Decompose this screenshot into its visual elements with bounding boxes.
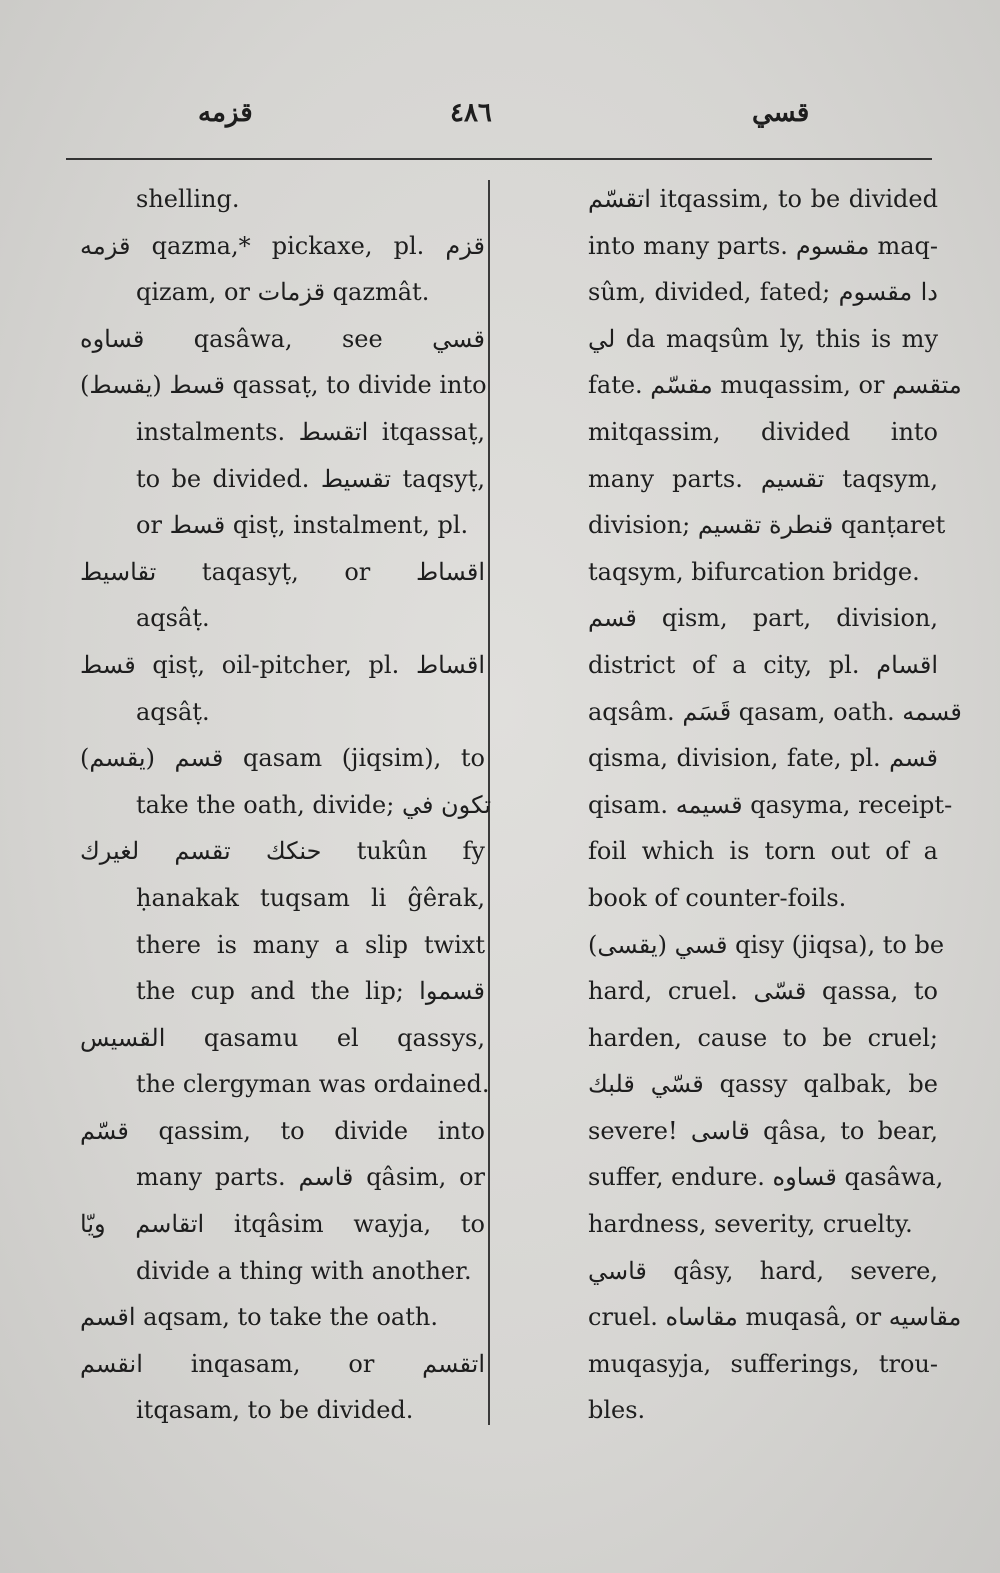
text-line: taqsym, bifurcation bridge. (588, 557, 920, 586)
text-line: bles. (588, 1396, 646, 1425)
text-line: qisam. قسيمه qasyma, receipt- (588, 790, 953, 819)
text-line: لي da maqsûm ly, this is my (588, 324, 938, 353)
text-line: book of counter-foils. (588, 883, 847, 912)
text-line: district of a city, pl. اقسام (588, 650, 938, 679)
text-line: to be divided. تقسيط taqsyṭ, (136, 464, 485, 493)
header-right-word: قسي (752, 98, 810, 128)
text-line: قسّم qassim, to divide into (80, 1116, 485, 1145)
text-line: harden, cause to be cruel; (588, 1023, 938, 1052)
text-line: قسّي قلبك qassy qalbak, be (588, 1070, 938, 1099)
text-line: تقاسيط taqasyṭ, or اقساط (80, 557, 485, 586)
page-number: ٤٨٦ (450, 98, 492, 128)
text-line: take the oath, divide; تكون في (136, 790, 491, 819)
text-line: many parts. تقسيم taqsym, (588, 464, 938, 493)
text-line: اقسم aqsam, to take the oath. (80, 1303, 438, 1332)
text-line: cruel. مقاساه muqasâ, or مقاسيه (588, 1303, 962, 1332)
text-line: qizam, or قزمات qazmât. (136, 278, 430, 307)
text-line: حنكك تقسم لغيرك tukûn fy (80, 837, 485, 866)
text-line: قسط (يقسط) qassaṭ, to divide into (80, 371, 487, 400)
text-line: there is many a slip twixt (136, 930, 485, 959)
text-line: suffer, endure. قساوه qasâwa, (588, 1163, 944, 1192)
text-line: instalments. اتقسط itqassaṭ, (136, 417, 485, 446)
text-line: قساوه qasâwa, see قسي (80, 324, 485, 353)
text-line: القسيس qasamu el qassys, (80, 1023, 485, 1052)
text-line: انقسم inqasam, or اتقسم (80, 1349, 485, 1378)
text-line: aqsâṭ. (136, 604, 210, 633)
text-line: قسي (يقسى) qisy (jiqsa), to be (588, 930, 945, 959)
text-line: mitqassim, divided into (588, 417, 938, 446)
text-line: into many parts. مقسوم maq- (588, 231, 938, 260)
text-line: قزمه qazma,* pickaxe, pl. قزم (80, 231, 485, 260)
text-line: قسط qisṭ, oil-pitcher, pl. اقساط (80, 650, 485, 679)
text-line: اتقاسم ويّا itqâsim wayja, to (80, 1210, 486, 1239)
text-line: ḥanakak tuqsam li ĝêrak, (136, 883, 485, 912)
text-line: aqsâṭ. (136, 697, 210, 726)
left-column (80, 176, 491, 1434)
header-rule (66, 158, 932, 160)
text-line: foil which is torn out of a (588, 837, 938, 866)
text-line: sûm, divided, fated; دا مقسوم (588, 278, 938, 307)
text-line: qisma, division, fate, pl. قسم (588, 744, 938, 773)
text-line: divide a thing with another. (136, 1256, 472, 1285)
text-line: division; قنطرة تقسيم qanṭaret (588, 511, 946, 540)
text-line: fate. مقسّم muqassim, or متقسم (588, 371, 962, 400)
text-line: itqasam, to be divided. (136, 1396, 414, 1425)
text-line: severe! قاسى qâsa, to bear, (588, 1116, 938, 1145)
right-column (588, 176, 962, 1434)
text-line: or قسط qisṭ, instalment, pl. (136, 511, 469, 540)
text-line: اتقسّم itqassim, to be divided (588, 185, 938, 213)
text-line: the cup and the lip; قسموا (136, 977, 485, 1006)
text-line: hard, cruel. قسّى qassa, to (588, 977, 938, 1006)
text-line: قسم qism, part, division, (588, 604, 938, 633)
header-left-word: قزمه (198, 98, 253, 128)
text-line: the clergyman was ordained. (136, 1070, 490, 1099)
text-line: قاسي qâsy, hard, severe, (588, 1256, 938, 1285)
text-line: aqsâm. قَسَم qasam, oath. قسمه (588, 697, 962, 726)
text-line: shelling. (136, 185, 240, 213)
text-line: قسم (يقسم) qasam (jiqsim), to (80, 744, 485, 773)
page-header (0, 98, 1000, 148)
text-line: muqasyja, sufferings, trou- (588, 1349, 938, 1378)
text-line: many parts. قاسم qâsim, or (136, 1163, 485, 1192)
text-line: hardness, severity, cruelty. (588, 1210, 913, 1239)
